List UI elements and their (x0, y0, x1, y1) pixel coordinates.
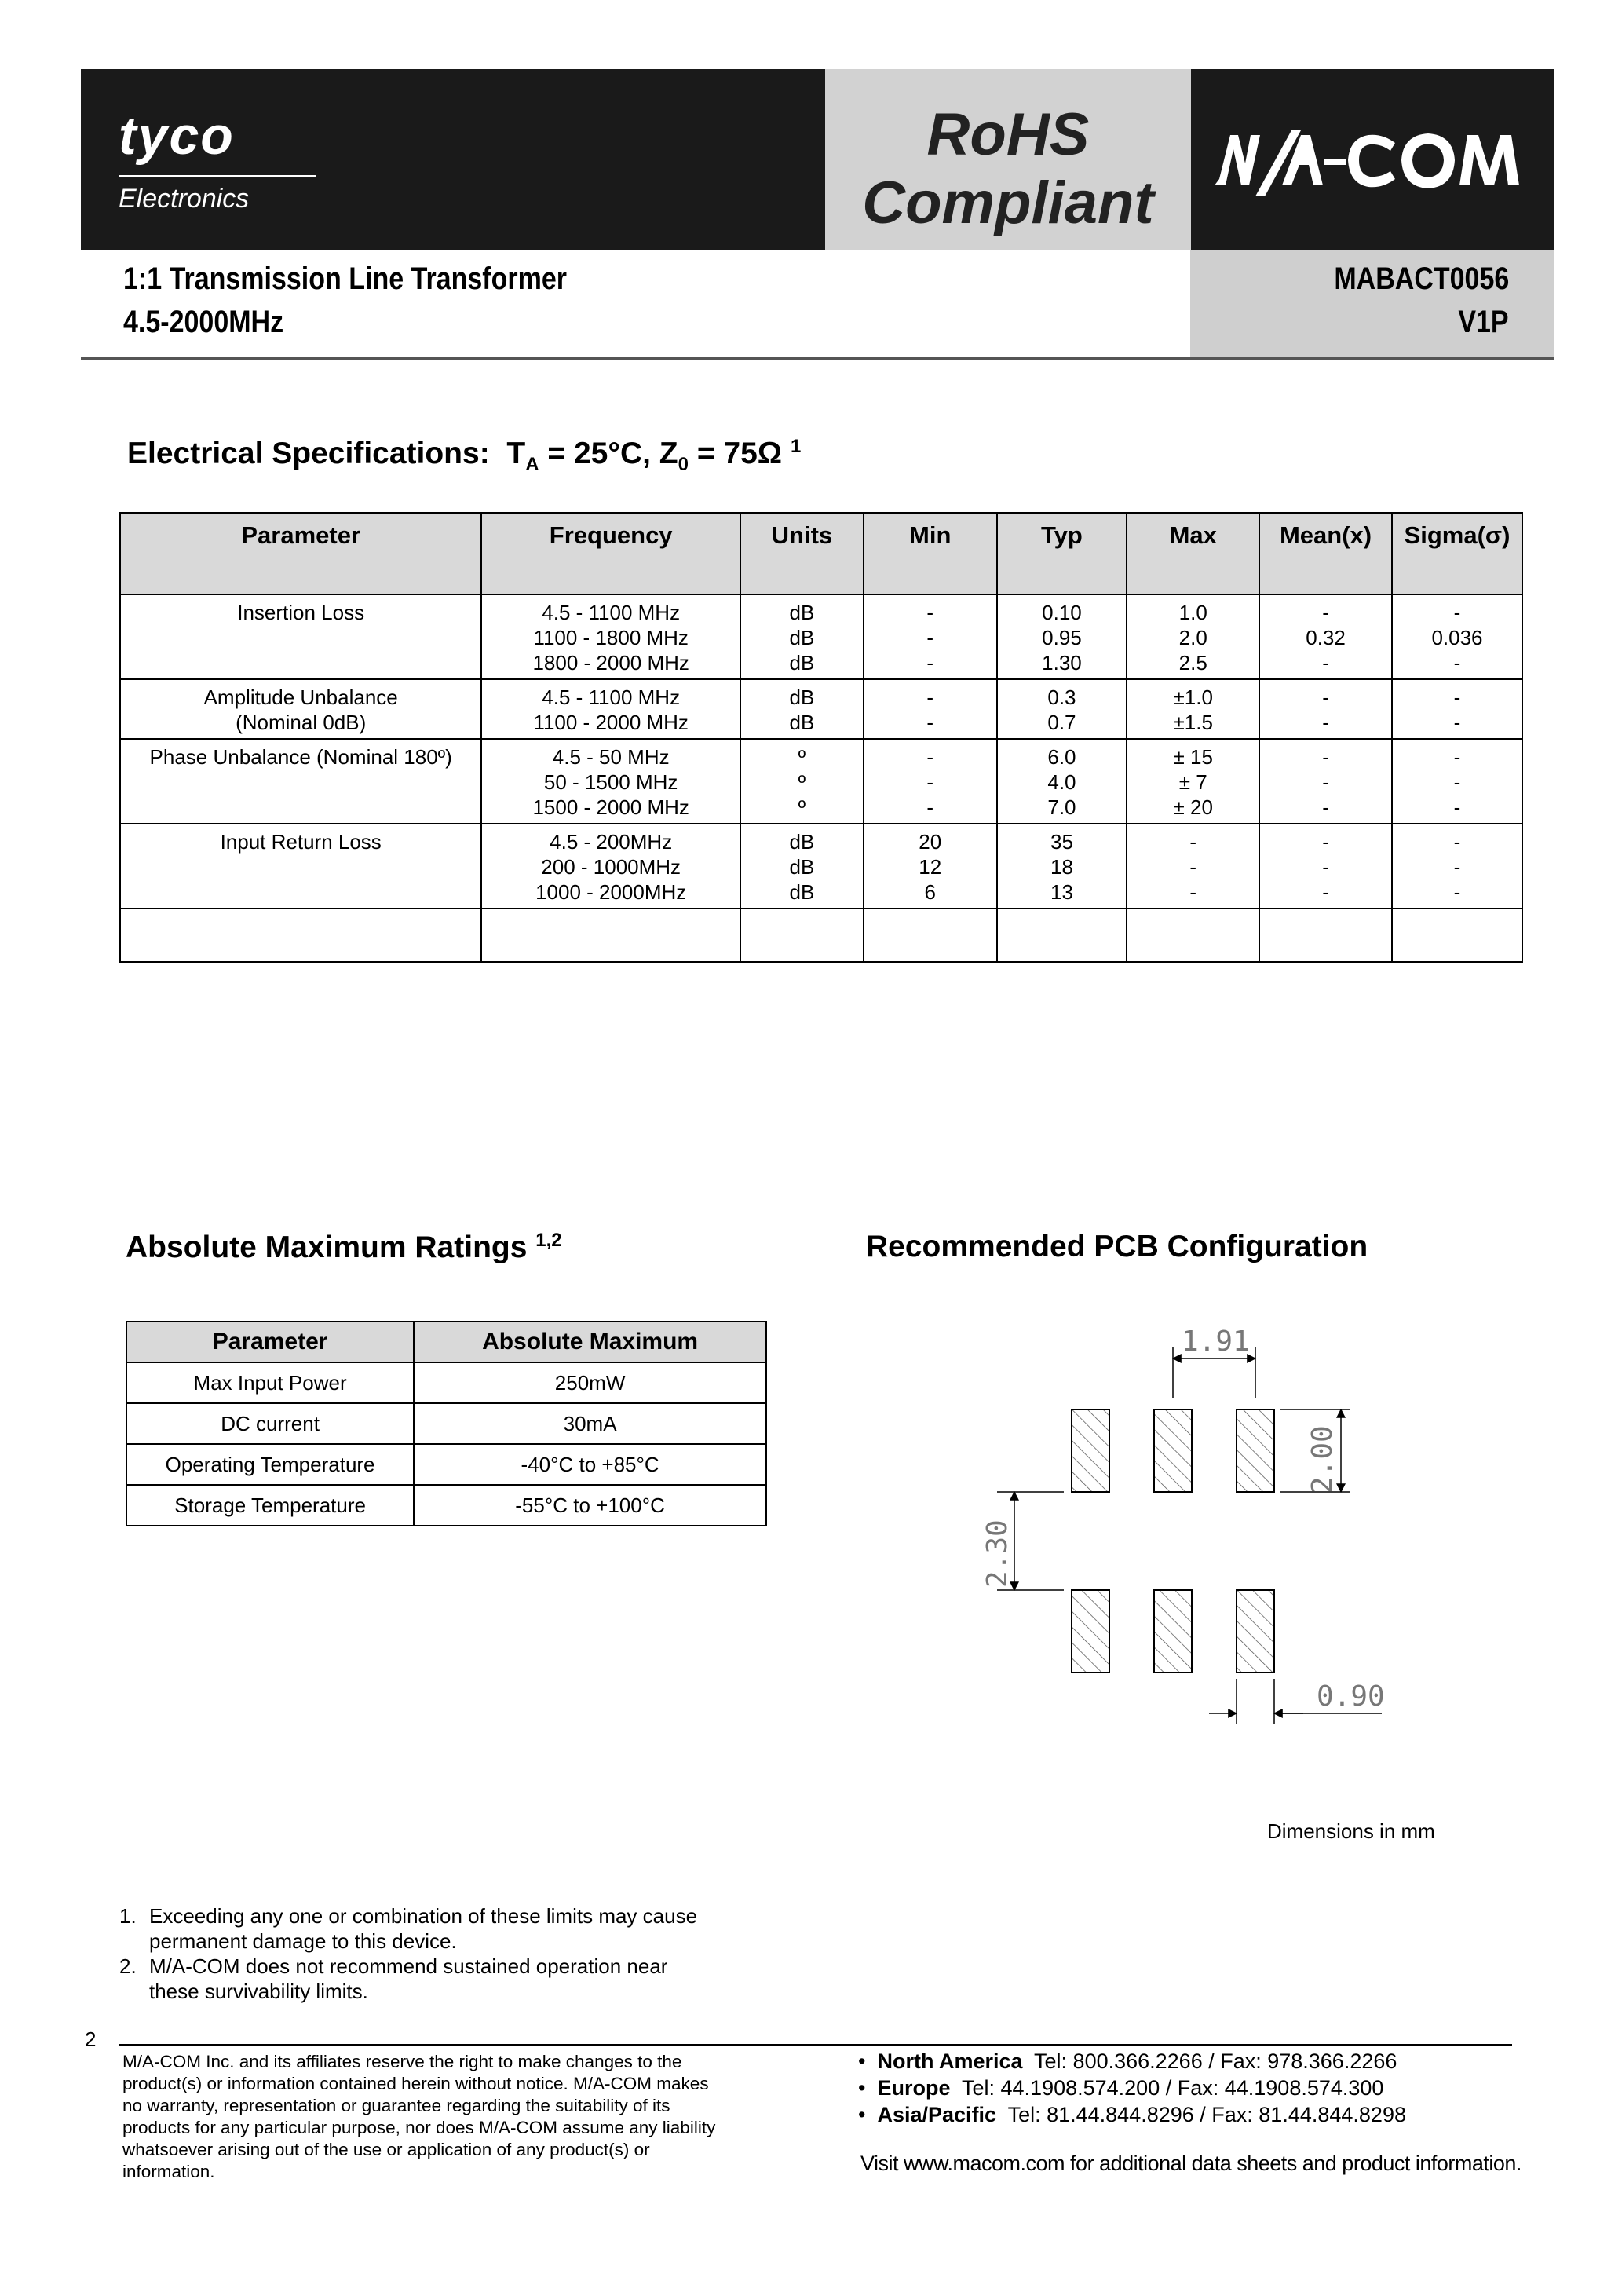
table-cell-min (864, 679, 997, 739)
cell-line: º (798, 745, 806, 769)
cell-line: 6.0 (1047, 745, 1076, 769)
cell-line: º (798, 770, 806, 794)
cell-line: 4.5 - 1100 MHz (542, 686, 681, 709)
cell-line: 4.5 - 200MHz (550, 830, 673, 854)
contact-region: Asia/Pacific (877, 2103, 997, 2126)
pcb-pad (1154, 1409, 1192, 1492)
cell-line: - (1453, 830, 1461, 854)
disclaimer-line: products for any particular purpose, nor does M/A-COM assume any liability (122, 2118, 716, 2137)
cell-line: - (926, 626, 934, 649)
cell-line: - (1322, 855, 1329, 879)
note-text-line1: Exceeding any one or combination of these limits may cause (149, 1904, 698, 1928)
cell-line: 0.7 (1047, 711, 1076, 734)
pcb-pad (1237, 1590, 1274, 1673)
contact-info: Tel: 81.44.844.8296 / Fax: 81.44.844.8298 (1007, 2103, 1406, 2126)
macom-logo (1215, 124, 1529, 203)
note-text-line2: these survivability limits. (149, 1980, 368, 2003)
cell-line: (Nominal 0dB) (236, 711, 367, 734)
cell-line: 200 - 1000MHz (541, 855, 681, 879)
cell-line: 0.32 (1306, 626, 1346, 649)
cell-line: - (1453, 745, 1461, 769)
contact-list (858, 2048, 1406, 2128)
abs-max-table (126, 1321, 767, 1526)
table-cell-max (1127, 824, 1259, 909)
cell-line: - (1189, 855, 1197, 879)
table-cell-units (740, 824, 864, 909)
cell-line: 1100 - 2000 MHz (533, 711, 689, 734)
table-cell-typ (997, 679, 1127, 739)
column-header: Parameter (126, 1322, 414, 1362)
table-cell-freq (481, 679, 740, 739)
table-cell-min (864, 739, 997, 824)
rating-parameter: Storage Temperature (126, 1485, 414, 1526)
column-header: Parameter (120, 513, 481, 594)
tyco-logo-panel (81, 69, 825, 250)
cell-line: - (1453, 795, 1461, 819)
table-row (126, 1444, 766, 1485)
disclaimer-line: product(s) or information contained herein without notice. M/A-COM makes (122, 2074, 709, 2093)
cell-line: - (1322, 770, 1329, 794)
electrical-specs-heading (127, 436, 801, 476)
cell-line: º (798, 795, 806, 819)
table-cell-param (120, 824, 481, 909)
abs-max-heading (126, 1230, 562, 1265)
rating-value: 30mA (414, 1403, 766, 1444)
table-cell-empty (1127, 909, 1259, 962)
cell-line: ±1.5 (1173, 711, 1213, 734)
cell-line: dB (789, 651, 815, 675)
cell-line: - (1453, 686, 1461, 709)
footer-divider (119, 2044, 1512, 2046)
note-text-line1: M/A-COM does not recommend sustained operation near (149, 1954, 668, 1978)
electrical-specs-table (119, 512, 1523, 963)
tyco-logo-subtitle: Electronics (119, 184, 250, 214)
cell-line: Input Return Loss (220, 830, 382, 854)
cell-line: - (1322, 830, 1329, 854)
table-row (120, 679, 1522, 739)
table-cell-param (120, 594, 481, 679)
table-cell-min (864, 824, 997, 909)
cell-line: - (1322, 880, 1329, 904)
page-number: 2 (85, 2027, 97, 2051)
macom-logo-panel (1191, 69, 1554, 250)
cell-line: - (1322, 711, 1329, 734)
dim-pitch-label: 1.91 (1182, 1325, 1250, 1358)
dimensions-units-note: Dimensions in mm (1267, 1819, 1435, 1843)
rating-value: -40°C to +85°C (414, 1444, 766, 1485)
pcb-pad (1072, 1409, 1109, 1492)
compliant-label: Compliant (862, 170, 1154, 236)
table-body (126, 1362, 766, 1526)
table-cell-typ (997, 824, 1127, 909)
abs-max-footnote-ref: 1,2 (535, 1230, 562, 1251)
electrical-specs-title: Electrical Specifications: (127, 437, 490, 470)
cell-line: 0.95 (1042, 626, 1082, 649)
cell-line: 1100 - 1800 MHz (533, 626, 689, 649)
cell-line: - (1453, 601, 1461, 624)
cell-line: 2.5 (1178, 651, 1207, 675)
table-cell-empty (740, 909, 864, 962)
disclaimer-line: M/A-COM Inc. and its affiliates reserve the right to make changes to the (122, 2052, 682, 2071)
cell-line: Amplitude Unbalance (203, 686, 398, 709)
title-divider (81, 357, 1554, 360)
column-header: Mean(x) (1259, 513, 1392, 594)
cell-line: 4.5 - 50 MHz (552, 745, 670, 769)
table-cell-units (740, 739, 864, 824)
dim-pad-height-label: 2.00 (1306, 1425, 1339, 1493)
column-header: Units (740, 513, 864, 594)
table-cell-sigma (1392, 824, 1522, 909)
table-row (126, 1403, 766, 1444)
table-cell-empty (120, 909, 481, 962)
table-cell-empty (1259, 909, 1392, 962)
column-header: Max (1127, 513, 1259, 594)
cell-line: dB (789, 626, 815, 649)
cell-line: - (926, 711, 934, 734)
table-cell-param (120, 679, 481, 739)
cell-line: dB (789, 880, 815, 904)
rating-parameter: Operating Temperature (126, 1444, 414, 1485)
cell-line: 13 (1050, 880, 1073, 904)
cell-line: 1800 - 2000 MHz (532, 651, 689, 675)
table-cell-empty (864, 909, 997, 962)
table-row (120, 739, 1522, 824)
table-cell-param (120, 739, 481, 824)
header-banner (81, 69, 1554, 250)
cell-line: - (926, 745, 934, 769)
disclaimer-line: no warranty, representation or guarantee regarding the suitability of its (122, 2096, 670, 2115)
cell-line: dB (789, 686, 815, 709)
disclaimer-line: whatsoever arising out of the use or application of any product(s) or (122, 2140, 650, 2159)
cell-line: - (1453, 711, 1461, 734)
cell-line: - (1453, 855, 1461, 879)
table-cell-empty (997, 909, 1127, 962)
table-cell-mean (1259, 739, 1392, 824)
cell-line: Phase Unbalance (Nominal 180º) (149, 745, 452, 769)
column-header: Typ (997, 513, 1127, 594)
contact-north-america: • North America Tel: 800.366.2266 / Fax: 978.366.2266 (858, 2049, 1397, 2073)
rohs-label: RoHS (926, 101, 1090, 168)
table-header-row (120, 513, 1522, 594)
cell-line: - (1189, 830, 1197, 854)
cell-line: ± 20 (1173, 795, 1213, 819)
cell-line: - (1453, 770, 1461, 794)
table-cell-max (1127, 594, 1259, 679)
cell-line: 12 (919, 855, 942, 879)
table-cell-freq (481, 594, 740, 679)
cell-line: 18 (1050, 855, 1073, 879)
table-row (120, 824, 1522, 909)
rating-value: -55°C to +100°C (414, 1485, 766, 1526)
cell-line: Insertion Loss (237, 601, 365, 624)
table-body (120, 594, 1522, 962)
table-row-empty (120, 909, 1522, 962)
cell-line: 4.0 (1047, 770, 1076, 794)
cell-line: - (1322, 745, 1329, 769)
cell-line: 20 (919, 830, 942, 854)
table-cell-freq (481, 739, 740, 824)
condition-middle: = 25°C, Z (539, 437, 678, 470)
cell-line: dB (789, 855, 815, 879)
cell-line: ± 15 (1173, 745, 1213, 769)
note-item (119, 1903, 697, 1929)
cell-line: ±1.0 (1173, 686, 1213, 709)
product-title: 1:1 Transmission Line Transformer (123, 261, 567, 296)
condition-t-sub: A (525, 453, 539, 475)
cell-line: - (926, 770, 934, 794)
abs-max-title: Absolute Maximum Ratings (126, 1230, 528, 1264)
table-cell-typ (997, 739, 1127, 824)
cell-line: 1.30 (1042, 651, 1082, 675)
tyco-logo-rule (119, 175, 316, 177)
cell-line: - (926, 686, 934, 709)
table-cell-units (740, 679, 864, 739)
legal-disclaimer (122, 2051, 790, 2183)
rating-parameter: DC current (126, 1403, 414, 1444)
cell-line: 1000 - 2000MHz (535, 880, 687, 904)
table-cell-units (740, 594, 864, 679)
note-number: 2. (119, 1954, 137, 1978)
table-cell-mean (1259, 594, 1392, 679)
table-cell-sigma (1392, 679, 1522, 739)
table-cell-mean (1259, 679, 1392, 739)
tyco-logo-word: tyco (119, 106, 235, 166)
note-number: 1. (119, 1904, 137, 1928)
cell-line: 4.5 - 1100 MHz (542, 601, 681, 624)
version-label: V1P (1458, 305, 1509, 339)
pcb-pad (1072, 1590, 1109, 1673)
rating-value: 250mW (414, 1362, 766, 1403)
contact-region: North America (877, 2049, 1023, 2073)
table-cell-sigma (1392, 594, 1522, 679)
cell-line: 1.0 (1178, 601, 1207, 624)
cell-line: 35 (1050, 830, 1073, 854)
cell-line: 50 - 1500 MHz (543, 770, 678, 794)
table-cell-empty (1392, 909, 1522, 962)
condition-z-sub: 0 (678, 453, 689, 475)
website-note: Visit www.macom.com for additional data sheets and product information. (860, 2152, 1522, 2175)
pcb-config-heading: Recommended PCB Configuration (866, 1230, 1368, 1263)
table-cell-typ (997, 594, 1127, 679)
cell-line: 6 (924, 880, 936, 904)
contact-europe: • Europe Tel: 44.1908.574.200 / Fax: 44.1908.574.300 (858, 2076, 1384, 2100)
pcb-footprint-drawing (958, 1311, 1397, 1751)
notes-list (119, 1903, 697, 2004)
table-cell-sigma (1392, 739, 1522, 824)
rohs-panel (825, 69, 1191, 250)
cell-line: 0.3 (1047, 686, 1076, 709)
table-cell-max (1127, 739, 1259, 824)
footnote-ref: 1 (790, 436, 802, 457)
cell-line: ± 7 (1178, 770, 1207, 794)
cell-line: dB (789, 601, 815, 624)
column-header: Sigma(σ) (1392, 513, 1522, 594)
condition-end: = 75Ω (688, 437, 783, 470)
table-header-row (126, 1322, 766, 1362)
table-row (120, 594, 1522, 679)
cell-line: - (1453, 651, 1461, 675)
note-item (119, 1954, 697, 1979)
dim-row-gap-label: 2.30 (981, 1519, 1014, 1588)
table-row (126, 1362, 766, 1403)
cell-line: - (1322, 686, 1329, 709)
cell-line: dB (789, 830, 815, 854)
cell-line: - (926, 651, 934, 675)
pcb-pad (1237, 1409, 1274, 1492)
cell-line: dB (789, 711, 815, 734)
cell-line: - (1453, 880, 1461, 904)
cell-line: 2.0 (1178, 626, 1207, 649)
cell-line: - (1322, 601, 1329, 624)
table-cell-mean (1259, 824, 1392, 909)
cell-line: - (1189, 880, 1197, 904)
pcb-pad (1154, 1590, 1192, 1673)
cell-line: - (926, 601, 934, 624)
cell-line: 7.0 (1047, 795, 1076, 819)
disclaimer-line: information. (122, 2162, 215, 2181)
table-row (126, 1485, 766, 1526)
rating-parameter: Max Input Power (126, 1362, 414, 1403)
contact-region: Europe (877, 2076, 951, 2100)
column-header: Frequency (481, 513, 740, 594)
contact-info: Tel: 800.366.2266 / Fax: 978.366.2266 (1034, 2049, 1397, 2073)
part-number: MABACT0056 (1334, 261, 1509, 296)
note-text-line2: permanent damage to this device. (149, 1929, 457, 1953)
column-header: Min (864, 513, 997, 594)
cell-line: - (926, 795, 934, 819)
cell-line: 0.10 (1042, 601, 1082, 624)
cell-line: - (1322, 795, 1329, 819)
table-cell-empty (481, 909, 740, 962)
table-cell-max (1127, 679, 1259, 739)
dim-pad-width-label: 0.90 (1317, 1680, 1385, 1713)
table-cell-min (864, 594, 997, 679)
frequency-range-title: 4.5-2000MHz (123, 305, 284, 339)
contact-asia-pacific: • Asia/Pacific Tel: 81.44.844.8296 / Fax: 81.44.844.8298 (858, 2103, 1406, 2126)
cell-line: - (1322, 651, 1329, 675)
contact-info: Tel: 44.1908.574.200 / Fax: 44.1908.574.300 (962, 2076, 1384, 2100)
cell-line: 1500 - 2000 MHz (532, 795, 689, 819)
table-cell-freq (481, 824, 740, 909)
cell-line: 0.036 (1431, 626, 1483, 649)
column-header: Absolute Maximum (414, 1322, 766, 1362)
condition-t: T (506, 437, 526, 470)
